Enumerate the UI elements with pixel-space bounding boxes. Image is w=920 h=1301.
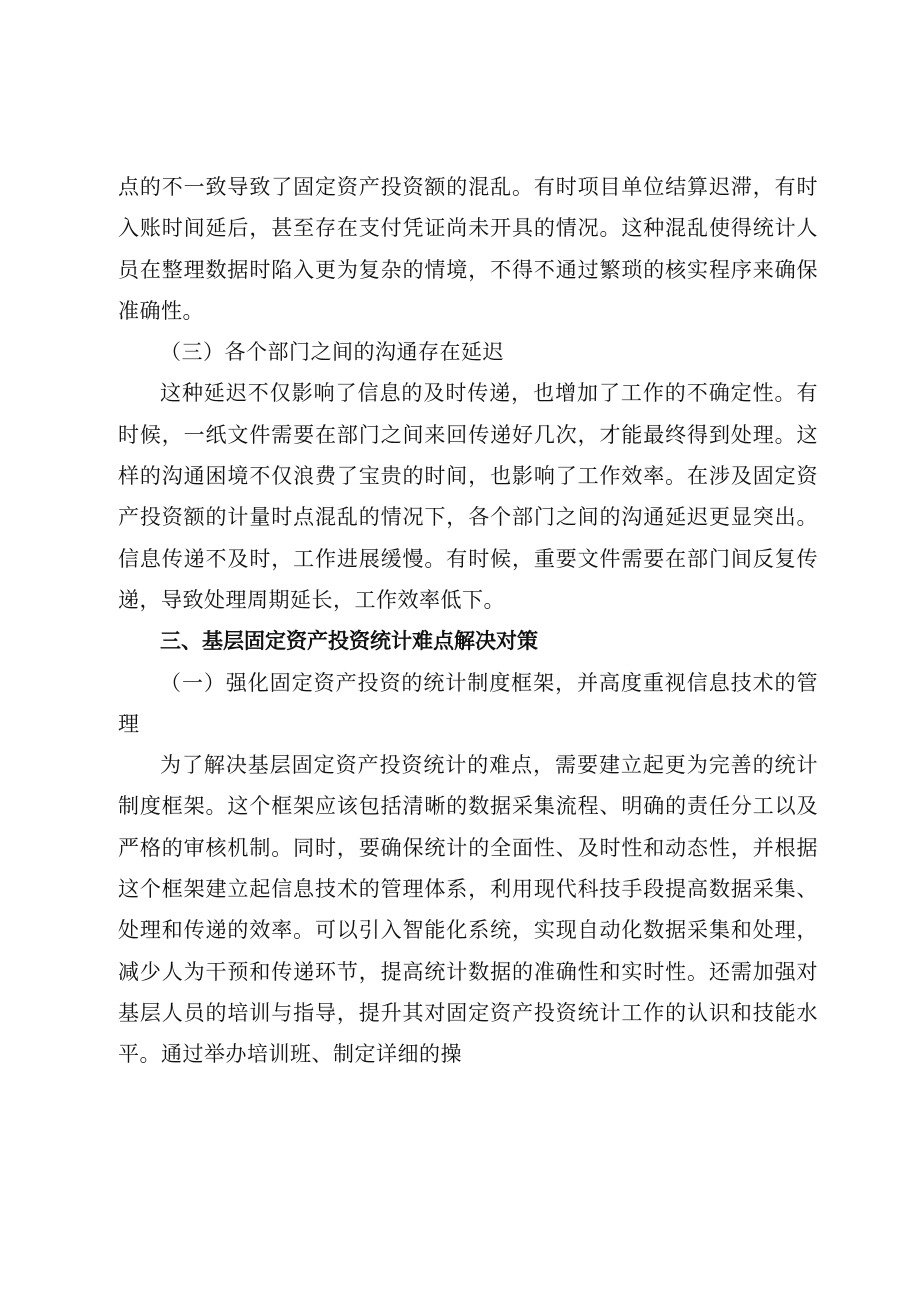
subheading-communication-delay: （三）各个部门之间的沟通存在延迟 <box>160 340 504 365</box>
paragraph-statistical-framework: 为了解决基层固定资产投资统计的难点，需要建立起更为完善的统计制度框架。这个框架应该包括清晰的数据采集流程、明确的责任分工以及严格的审核机制。同时，要确保统计的全面性、及时性和动态性，并根据这个框架建立起信息技术的管理体系，利用现代科技手段提高数据采集、处理和传递的效率。可以引入智能化系统，实现自动化数据采集和处理，减少人为干预和传递环节，提高统计数据的准确性和实时性。还需加强对基层人员的培训与指导，提升其对固定资产投资统计工作的认识和技能水平。通过举办培训班、制定详细的操 <box>118 753 818 1067</box>
section-heading-solutions: 三、基层固定资产投资统计难点解决对策 <box>160 629 538 654</box>
paragraph-communication-delay: 这种延迟不仅影响了信息的及时传递，也增加了工作的不确定性。有时候，一纸文件需要在部门之间来回传递好几次，才能最终得到处理。这样的沟通困境不仅浪费了宝贵的时间，也影响了工作效率。在涉及固定资产投资额的计量时点混乱的情况下，各个部门之间的沟通延迟更显突出。信息传递不及时，工作进展缓慢。有时候，重要文件需要在部门间反复传递，导致处理周期延长，工作效率低下。 <box>118 381 818 612</box>
paragraph-continuation: 点的不一致导致了固定资产投资额的混乱。有时项目单位结算迟滞，有时入账时间延后，甚至存在支付凭证尚未开具的情况。这种混乱使得统计人员在整理数据时陷入更为复杂的情境，不得不通过繁琐的核实程序来确保准确性。 <box>118 175 818 323</box>
subheading-statistical-framework: （一）强化固定资产投资的统计制度框架，并高度重视信息技术的管理 <box>118 670 818 736</box>
document-body <box>118 167 818 1076</box>
